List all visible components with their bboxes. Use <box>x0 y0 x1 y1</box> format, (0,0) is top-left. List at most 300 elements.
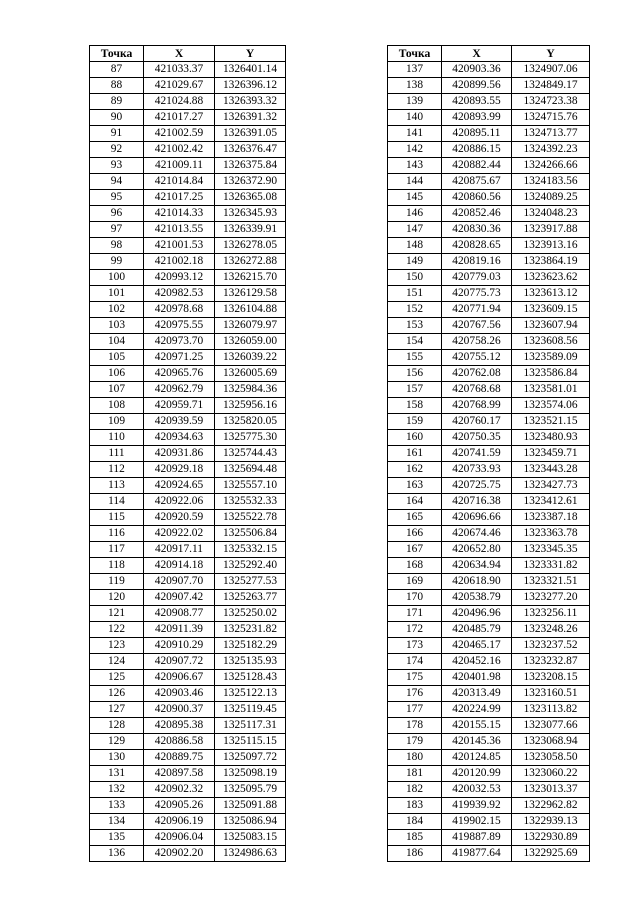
cell-point: 103 <box>90 318 144 334</box>
cell-x: 420155.15 <box>442 718 512 734</box>
cell-x: 420907.70 <box>144 574 215 590</box>
cell-y: 1325182.29 <box>215 638 286 654</box>
cell-y: 1326376.47 <box>215 142 286 158</box>
cell-y: 1326401.14 <box>215 62 286 78</box>
cell-y: 1326372.90 <box>215 174 286 190</box>
cell-point: 130 <box>90 750 144 766</box>
table-row <box>388 270 590 286</box>
table-row <box>90 606 286 622</box>
cell-x: 420993.12 <box>144 270 215 286</box>
cell-point: 107 <box>90 382 144 398</box>
table-row <box>388 174 590 190</box>
table-row <box>388 206 590 222</box>
cell-x: 420750.35 <box>442 430 512 446</box>
cell-point: 100 <box>90 270 144 286</box>
table-row <box>90 526 286 542</box>
header-x: X <box>144 46 215 62</box>
cell-y: 1324048.23 <box>512 206 590 222</box>
cell-point: 88 <box>90 78 144 94</box>
cell-x: 420973.70 <box>144 334 215 350</box>
table-row <box>388 446 590 462</box>
cell-point: 99 <box>90 254 144 270</box>
table-row <box>90 638 286 654</box>
table-header-row <box>388 46 590 62</box>
cell-point: 181 <box>388 766 442 782</box>
cell-x: 420893.99 <box>442 110 512 126</box>
table-row <box>388 558 590 574</box>
cell-y: 1325263.77 <box>215 590 286 606</box>
cell-x: 421024.88 <box>144 94 215 110</box>
cell-x: 420902.20 <box>144 846 215 862</box>
cell-y: 1325083.15 <box>215 830 286 846</box>
cell-y: 1326339.91 <box>215 222 286 238</box>
table-row <box>90 78 286 94</box>
cell-x: 419877.64 <box>442 846 512 862</box>
cell-y: 1323232.87 <box>512 654 590 670</box>
cell-x: 420496.96 <box>442 606 512 622</box>
cell-point: 169 <box>388 574 442 590</box>
table-row <box>388 766 590 782</box>
cell-x: 420907.42 <box>144 590 215 606</box>
cell-y: 1324392.23 <box>512 142 590 158</box>
cell-y: 1326039.22 <box>215 350 286 366</box>
table-row <box>388 142 590 158</box>
table-row <box>388 494 590 510</box>
cell-y: 1323363.78 <box>512 526 590 542</box>
table-row <box>388 62 590 78</box>
cell-x: 420889.75 <box>144 750 215 766</box>
cell-y: 1325097.72 <box>215 750 286 766</box>
cell-point: 127 <box>90 702 144 718</box>
cell-point: 114 <box>90 494 144 510</box>
cell-y: 1325532.33 <box>215 494 286 510</box>
table-row <box>90 846 286 862</box>
cell-point: 166 <box>388 526 442 542</box>
cell-point: 161 <box>388 446 442 462</box>
cell-y: 1324723.38 <box>512 94 590 110</box>
cell-y: 1323913.16 <box>512 238 590 254</box>
table-row <box>388 126 590 142</box>
cell-y: 1326005.69 <box>215 366 286 382</box>
cell-y: 1322962.82 <box>512 798 590 814</box>
table-row <box>90 542 286 558</box>
cell-x: 420120.99 <box>442 766 512 782</box>
table-row <box>388 670 590 686</box>
table-row <box>90 270 286 286</box>
cell-y: 1325135.93 <box>215 654 286 670</box>
table-row <box>388 78 590 94</box>
cell-y: 1324986.63 <box>215 846 286 862</box>
cell-point: 167 <box>388 542 442 558</box>
cell-x: 420634.94 <box>442 558 512 574</box>
table-row <box>388 158 590 174</box>
cell-point: 137 <box>388 62 442 78</box>
cell-point: 172 <box>388 622 442 638</box>
cell-y: 1323321.51 <box>512 574 590 590</box>
cell-x: 421002.42 <box>144 142 215 158</box>
cell-point: 165 <box>388 510 442 526</box>
cell-y: 1325117.31 <box>215 718 286 734</box>
cell-y: 1323256.11 <box>512 606 590 622</box>
cell-point: 126 <box>90 686 144 702</box>
cell-y: 1323277.20 <box>512 590 590 606</box>
table-row <box>90 718 286 734</box>
cell-y: 1323589.09 <box>512 350 590 366</box>
cell-y: 1324089.25 <box>512 190 590 206</box>
cell-x: 421017.27 <box>144 110 215 126</box>
cell-point: 177 <box>388 702 442 718</box>
cell-point: 159 <box>388 414 442 430</box>
cell-x: 420830.36 <box>442 222 512 238</box>
table-row <box>90 654 286 670</box>
cell-y: 1323459.71 <box>512 446 590 462</box>
cell-point: 108 <box>90 398 144 414</box>
cell-x: 420618.90 <box>442 574 512 590</box>
cell-point: 171 <box>388 606 442 622</box>
cell-y: 1322939.13 <box>512 814 590 830</box>
table-row <box>388 798 590 814</box>
cell-point: 170 <box>388 590 442 606</box>
table-body <box>90 62 286 862</box>
table-row <box>90 558 286 574</box>
cell-x: 421014.33 <box>144 206 215 222</box>
coordinates-table-left <box>89 45 286 862</box>
cell-point: 109 <box>90 414 144 430</box>
cell-point: 96 <box>90 206 144 222</box>
table-row <box>90 190 286 206</box>
cell-point: 163 <box>388 478 442 494</box>
cell-y: 1326393.32 <box>215 94 286 110</box>
table-row <box>388 734 590 750</box>
cell-x: 420452.16 <box>442 654 512 670</box>
cell-x: 420965.76 <box>144 366 215 382</box>
cell-x: 420959.71 <box>144 398 215 414</box>
cell-y: 1326365.08 <box>215 190 286 206</box>
cell-x: 420939.59 <box>144 414 215 430</box>
cell-point: 145 <box>388 190 442 206</box>
table-row <box>388 94 590 110</box>
table-row <box>90 814 286 830</box>
table-row <box>90 382 286 398</box>
cell-x: 420768.68 <box>442 382 512 398</box>
cell-y: 1322930.89 <box>512 830 590 846</box>
cell-x: 420931.86 <box>144 446 215 462</box>
table-row <box>388 526 590 542</box>
cell-x: 420768.99 <box>442 398 512 414</box>
cell-x: 420893.55 <box>442 94 512 110</box>
cell-point: 175 <box>388 670 442 686</box>
cell-point: 125 <box>90 670 144 686</box>
cell-y: 1324849.17 <box>512 78 590 94</box>
table-row <box>388 478 590 494</box>
cell-point: 178 <box>388 718 442 734</box>
table-row <box>90 686 286 702</box>
cell-y: 1326104.88 <box>215 302 286 318</box>
cell-y: 1322925.69 <box>512 846 590 862</box>
cell-y: 1325086.94 <box>215 814 286 830</box>
cell-point: 106 <box>90 366 144 382</box>
cell-x: 420828.65 <box>442 238 512 254</box>
cell-point: 93 <box>90 158 144 174</box>
cell-x: 420760.17 <box>442 414 512 430</box>
cell-point: 89 <box>90 94 144 110</box>
cell-y: 1325292.40 <box>215 558 286 574</box>
cell-y: 1325694.48 <box>215 462 286 478</box>
table-row <box>388 302 590 318</box>
cell-point: 110 <box>90 430 144 446</box>
cell-x: 420767.56 <box>442 318 512 334</box>
cell-point: 148 <box>388 238 442 254</box>
cell-point: 104 <box>90 334 144 350</box>
cell-y: 1323058.50 <box>512 750 590 766</box>
cell-point: 105 <box>90 350 144 366</box>
cell-x: 420696.66 <box>442 510 512 526</box>
cell-y: 1323480.93 <box>512 430 590 446</box>
cell-x: 420908.77 <box>144 606 215 622</box>
cell-point: 186 <box>388 846 442 862</box>
cell-x: 420819.16 <box>442 254 512 270</box>
table-row <box>388 846 590 862</box>
table-row <box>90 206 286 222</box>
table-row <box>388 318 590 334</box>
cell-y: 1325095.79 <box>215 782 286 798</box>
cell-point: 133 <box>90 798 144 814</box>
cell-point: 124 <box>90 654 144 670</box>
table-row <box>388 110 590 126</box>
cell-x: 420771.94 <box>442 302 512 318</box>
cell-x: 420741.59 <box>442 446 512 462</box>
table-header-row <box>90 46 286 62</box>
cell-y: 1325557.10 <box>215 478 286 494</box>
cell-y: 1323248.26 <box>512 622 590 638</box>
cell-y: 1323013.37 <box>512 782 590 798</box>
table-row <box>388 814 590 830</box>
cell-point: 150 <box>388 270 442 286</box>
table-row <box>388 190 590 206</box>
cell-x: 421013.55 <box>144 222 215 238</box>
table-row <box>388 750 590 766</box>
table-row <box>90 830 286 846</box>
table-row <box>388 702 590 718</box>
table-row <box>388 718 590 734</box>
table-row <box>90 478 286 494</box>
cell-y: 1326391.32 <box>215 110 286 126</box>
cell-x: 420922.06 <box>144 494 215 510</box>
cell-point: 115 <box>90 510 144 526</box>
cell-x: 420886.15 <box>442 142 512 158</box>
cell-y: 1323607.94 <box>512 318 590 334</box>
table-row <box>90 318 286 334</box>
table-row <box>388 542 590 558</box>
cell-point: 98 <box>90 238 144 254</box>
cell-x: 419902.15 <box>442 814 512 830</box>
cell-y: 1324183.56 <box>512 174 590 190</box>
cell-point: 97 <box>90 222 144 238</box>
cell-y: 1323586.84 <box>512 366 590 382</box>
table-row <box>90 62 286 78</box>
cell-x: 420978.68 <box>144 302 215 318</box>
cell-point: 143 <box>388 158 442 174</box>
cell-y: 1323387.18 <box>512 510 590 526</box>
cell-point: 129 <box>90 734 144 750</box>
cell-y: 1326059.00 <box>215 334 286 350</box>
cell-y: 1324907.06 <box>512 62 590 78</box>
cell-x: 420779.03 <box>442 270 512 286</box>
cell-point: 153 <box>388 318 442 334</box>
cell-y: 1323412.61 <box>512 494 590 510</box>
table-row <box>388 574 590 590</box>
cell-y: 1324713.77 <box>512 126 590 142</box>
cell-point: 152 <box>388 302 442 318</box>
cell-y: 1325984.36 <box>215 382 286 398</box>
cell-x: 420716.38 <box>442 494 512 510</box>
cell-y: 1325522.78 <box>215 510 286 526</box>
table-row <box>90 750 286 766</box>
cell-point: 173 <box>388 638 442 654</box>
cell-x: 420975.55 <box>144 318 215 334</box>
cell-y: 1325091.88 <box>215 798 286 814</box>
cell-x: 420852.46 <box>442 206 512 222</box>
cell-point: 136 <box>90 846 144 862</box>
cell-point: 176 <box>388 686 442 702</box>
cell-x: 421009.11 <box>144 158 215 174</box>
cell-y: 1323864.19 <box>512 254 590 270</box>
cell-x: 420906.67 <box>144 670 215 686</box>
cell-x: 420145.36 <box>442 734 512 750</box>
cell-point: 174 <box>388 654 442 670</box>
cell-x: 420882.44 <box>442 158 512 174</box>
table-row <box>388 430 590 446</box>
cell-y: 1326345.93 <box>215 206 286 222</box>
cell-point: 134 <box>90 814 144 830</box>
cell-x: 420860.56 <box>442 190 512 206</box>
cell-y: 1325231.82 <box>215 622 286 638</box>
cell-point: 146 <box>388 206 442 222</box>
cell-point: 151 <box>388 286 442 302</box>
table-row <box>90 158 286 174</box>
cell-y: 1326079.97 <box>215 318 286 334</box>
cell-x: 420758.26 <box>442 334 512 350</box>
cell-x: 420962.79 <box>144 382 215 398</box>
cell-y: 1323331.82 <box>512 558 590 574</box>
cell-y: 1325115.15 <box>215 734 286 750</box>
table-row <box>90 510 286 526</box>
cell-x: 420899.56 <box>442 78 512 94</box>
cell-x: 420903.36 <box>442 62 512 78</box>
cell-x: 420465.17 <box>442 638 512 654</box>
table-row <box>388 222 590 238</box>
table-row <box>90 782 286 798</box>
table-body <box>388 62 590 862</box>
cell-y: 1326215.70 <box>215 270 286 286</box>
cell-point: 140 <box>388 110 442 126</box>
cell-point: 111 <box>90 446 144 462</box>
cell-x: 420905.26 <box>144 798 215 814</box>
cell-point: 149 <box>388 254 442 270</box>
header-x: X <box>442 46 512 62</box>
cell-y: 1323574.06 <box>512 398 590 414</box>
table-row <box>388 462 590 478</box>
cell-point: 160 <box>388 430 442 446</box>
table-row <box>90 286 286 302</box>
table-row <box>90 414 286 430</box>
cell-y: 1323613.12 <box>512 286 590 302</box>
table-row <box>388 238 590 254</box>
table-row <box>388 782 590 798</box>
table-row <box>90 446 286 462</box>
cell-y: 1326375.84 <box>215 158 286 174</box>
cell-point: 116 <box>90 526 144 542</box>
table-row <box>90 702 286 718</box>
cell-y: 1323609.15 <box>512 302 590 318</box>
table-row <box>388 510 590 526</box>
cell-y: 1323521.15 <box>512 414 590 430</box>
cell-x: 420652.80 <box>442 542 512 558</box>
cell-point: 117 <box>90 542 144 558</box>
table-row <box>388 382 590 398</box>
cell-y: 1323160.51 <box>512 686 590 702</box>
cell-x: 420733.93 <box>442 462 512 478</box>
table-row <box>388 590 590 606</box>
cell-y: 1325956.16 <box>215 398 286 414</box>
cell-x: 420910.29 <box>144 638 215 654</box>
cell-point: 92 <box>90 142 144 158</box>
cell-point: 95 <box>90 190 144 206</box>
cell-point: 87 <box>90 62 144 78</box>
cell-x: 420922.02 <box>144 526 215 542</box>
table-row <box>90 398 286 414</box>
cell-point: 90 <box>90 110 144 126</box>
cell-x: 420485.79 <box>442 622 512 638</box>
cell-x: 420917.11 <box>144 542 215 558</box>
cell-point: 123 <box>90 638 144 654</box>
cell-point: 101 <box>90 286 144 302</box>
cell-point: 158 <box>388 398 442 414</box>
table-row <box>90 94 286 110</box>
cell-x: 419887.89 <box>442 830 512 846</box>
coordinates-table-right <box>387 45 590 862</box>
cell-y: 1325775.30 <box>215 430 286 446</box>
cell-point: 156 <box>388 366 442 382</box>
table-row <box>90 798 286 814</box>
cell-x: 420897.58 <box>144 766 215 782</box>
cell-x: 420762.08 <box>442 366 512 382</box>
cell-x: 420906.19 <box>144 814 215 830</box>
cell-x: 421002.18 <box>144 254 215 270</box>
cell-y: 1325332.15 <box>215 542 286 558</box>
cell-x: 421002.59 <box>144 126 215 142</box>
table-row <box>90 366 286 382</box>
cell-y: 1323113.82 <box>512 702 590 718</box>
cell-x: 420900.37 <box>144 702 215 718</box>
cell-point: 131 <box>90 766 144 782</box>
cell-x: 420674.46 <box>442 526 512 542</box>
table-row <box>388 366 590 382</box>
cell-x: 420929.18 <box>144 462 215 478</box>
cell-y: 1323623.62 <box>512 270 590 286</box>
cell-y: 1323060.22 <box>512 766 590 782</box>
table-row <box>90 110 286 126</box>
table-row <box>388 286 590 302</box>
cell-point: 120 <box>90 590 144 606</box>
cell-x: 420906.04 <box>144 830 215 846</box>
cell-point: 185 <box>388 830 442 846</box>
table-row <box>388 622 590 638</box>
cell-x: 420920.59 <box>144 510 215 526</box>
cell-y: 1324266.66 <box>512 158 590 174</box>
cell-point: 91 <box>90 126 144 142</box>
cell-point: 113 <box>90 478 144 494</box>
